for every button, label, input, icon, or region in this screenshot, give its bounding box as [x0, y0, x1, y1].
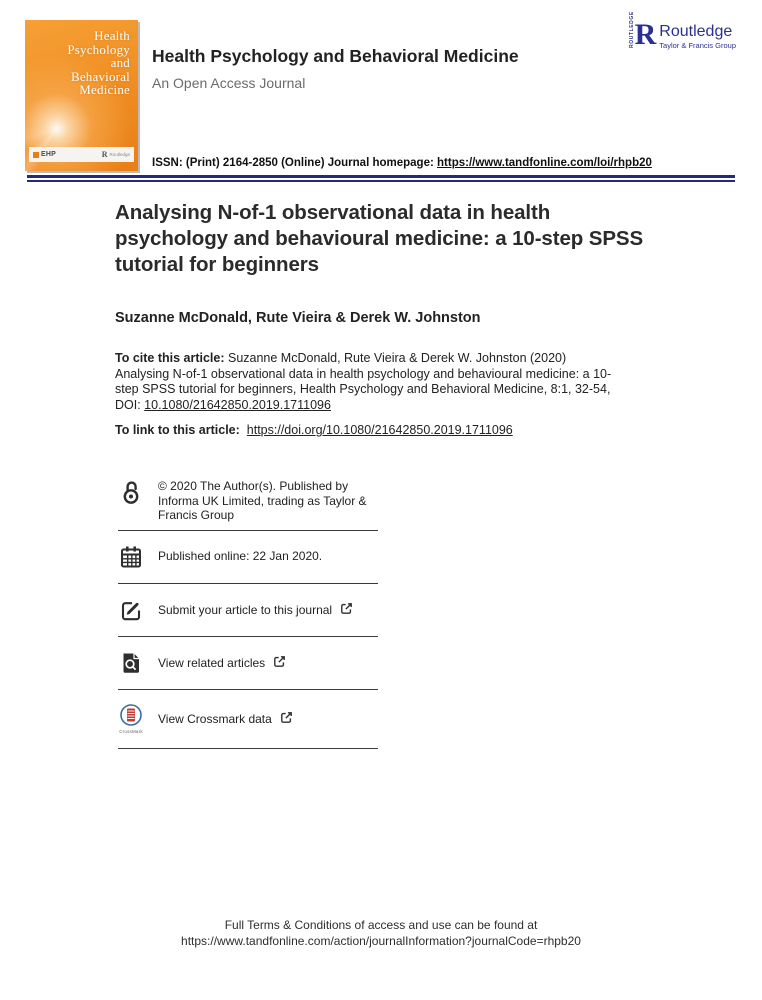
ehp-logo	[33, 151, 56, 158]
open-access-icon	[118, 479, 144, 505]
issn-label: ISSN: (Print) 2164-2850 (Online) Journal homepage:	[152, 157, 434, 169]
cover-title-line: Behavioral	[70, 68, 130, 84]
action-list	[118, 479, 378, 749]
routledge-logo	[628, 11, 736, 51]
terms-url[interactable]: https://www.tandfonline.com/action/journalInformation?journalCode=rhpb20	[181, 933, 581, 948]
crossmark-caption: CrossMark	[119, 728, 143, 734]
terms-footer	[0, 918, 762, 949]
routledge-vertical-text: ROUTLEDGE	[628, 11, 635, 48]
cover-footer-band	[29, 147, 134, 162]
cover-title-line: Medicine	[79, 82, 130, 97]
cover-title-line: Health	[94, 28, 130, 43]
cite-doi-link[interactable]: 10.1080/21642850.2019.1711096	[144, 397, 331, 412]
published-online-row	[118, 531, 378, 584]
cover-title-line: Psychology	[67, 41, 130, 57]
routledge-r-icon: R	[101, 150, 108, 159]
external-link-icon	[280, 711, 293, 727]
citation-block	[115, 351, 620, 413]
cover-title-line: and	[110, 55, 130, 70]
header-divider	[27, 175, 735, 178]
cite-text: Suzanne McDonald, Rute Vieira & Derek W. Johnston (2020) Analysing N-of-1 observational data in health psychology and behavioural medicine: a 10-step SPSS tutorial for beginners, Health Psychology and Behavioral Medicine, 8:1, 32-54, DOI:	[115, 351, 612, 412]
related-articles-icon	[118, 651, 144, 675]
journal-subtitle: An Open Access Journal	[152, 75, 306, 91]
cover-publisher-name: Routledge	[109, 152, 130, 157]
submit-article-row[interactable]	[118, 584, 378, 637]
cite-label: To cite this article:	[115, 351, 225, 365]
journal-cover-image	[25, 20, 138, 171]
related-articles-label[interactable]: View related articles	[158, 655, 266, 670]
journal-homepage-link[interactable]: https://www.tandfonline.com/loi/rhpb20	[437, 157, 652, 169]
publisher-name: Routledge	[659, 23, 733, 40]
license-row	[118, 479, 378, 531]
ehp-logo-square	[33, 152, 39, 158]
submit-article-icon	[118, 598, 144, 622]
ehp-logo-label: EHP	[41, 151, 56, 158]
link-label: To link to this article:	[115, 423, 240, 437]
article-title: Analysing N-of-1 observational data in health psychology and behavioural medicine: a 10-step SPSS tutorial for beginners	[115, 201, 644, 276]
crossmark-label[interactable]: View Crossmark data	[158, 711, 272, 726]
article-link-block	[115, 423, 513, 437]
journal-name: Health Psychology and Behavioral Medicine	[152, 46, 519, 66]
article-doi-link[interactable]: https://doi.org/10.1080/21642850.2019.1711096	[246, 423, 513, 437]
calendar-icon	[118, 545, 144, 569]
license-text: © 2020 The Author(s). Published by Informa UK Limited, trading as Taylor & Francis Group	[158, 479, 367, 522]
submit-article-label[interactable]: Submit your article to this journal	[158, 602, 333, 617]
routledge-r-icon: R	[634, 18, 657, 51]
related-articles-row[interactable]	[118, 637, 378, 690]
journal-header	[152, 46, 519, 91]
routledge-mark	[628, 11, 657, 51]
cover-title	[67, 29, 130, 97]
external-link-icon	[340, 602, 353, 618]
issn-line	[152, 157, 652, 169]
crossmark-row[interactable]	[118, 690, 378, 749]
routledge-text-block	[659, 23, 736, 50]
cover-publisher-logo	[102, 150, 130, 159]
terms-line: Full Terms & Conditions of access and use can be found at	[224, 918, 538, 932]
crossmark-icon	[118, 704, 144, 734]
published-online-text: Published online: 22 Jan 2020.	[158, 549, 323, 564]
article-authors: Suzanne McDonald, Rute Vieira & Derek W. Johnston	[115, 310, 481, 326]
external-link-icon	[273, 655, 286, 671]
publisher-group: Taylor & Francis Group	[659, 41, 736, 50]
